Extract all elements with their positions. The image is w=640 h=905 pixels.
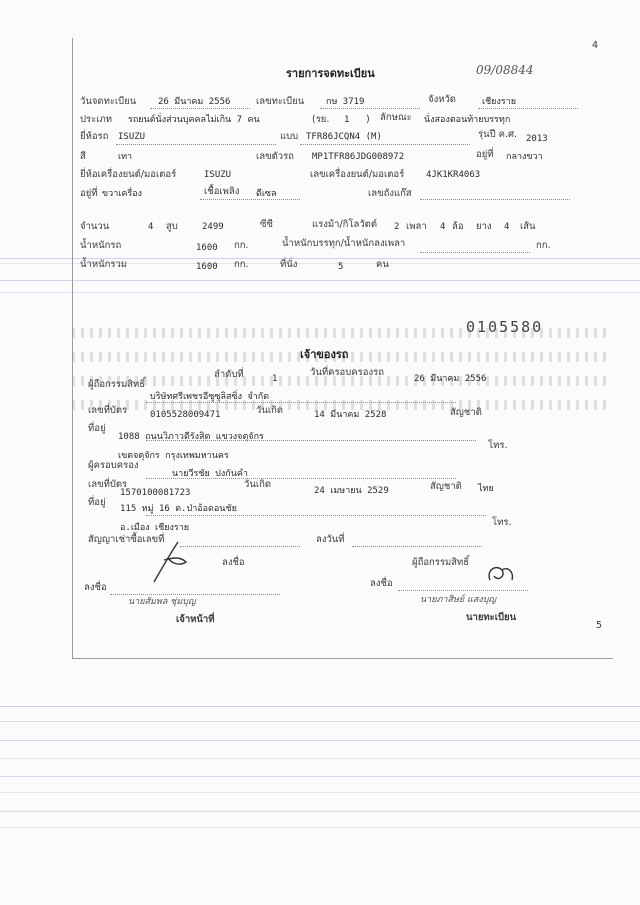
brand-value: ISUZU <box>118 132 146 142</box>
holder-label: ผู้ถือกรรมสิทธิ์ <box>88 379 146 390</box>
fill-line <box>150 108 250 109</box>
total-weight-label: น้ำหนักรวม <box>80 259 128 270</box>
reg-date-value: 26 มีนาคม 2556 <box>158 97 231 107</box>
type-label: ประเภท <box>80 114 113 125</box>
sign-label-3: ลงชื่อ <box>370 578 393 589</box>
nationality1-label: สัญชาติ <box>450 407 482 418</box>
tire-unit: เส้น <box>520 221 536 232</box>
model-label: แบบ <box>280 131 299 142</box>
tel2-label: โทร. <box>492 517 512 528</box>
fill-line <box>320 108 420 109</box>
address2-line2: อ.เมือง เชียงราย <box>120 523 190 533</box>
address2-line1: 115 หมู่ 16 ต.ป่าอ้อดอนชัย <box>120 504 237 514</box>
fuel-value: ดีเซล <box>256 189 277 199</box>
style-label: ลักษณะ <box>380 112 412 123</box>
contract-date-label: ลงวันที่ <box>316 534 345 545</box>
province-label: จังหวัด <box>428 94 456 105</box>
address2-label: ที่อยู่ <box>88 497 106 508</box>
signature-line <box>398 590 528 591</box>
fill-line <box>420 252 530 253</box>
fill-line <box>146 402 456 403</box>
sign-label-2: ลงชื่อ <box>84 582 107 593</box>
total-weight-unit: กก. <box>234 259 249 270</box>
page-number-bottom: 5 <box>596 620 603 631</box>
tire-value: 4 <box>504 222 510 232</box>
address1-line1: 1088 ถนนวิภาวดีรังสิต แขวงจตุจักร <box>118 432 264 442</box>
type-value: รถยนต์นั่งส่วนบุคคลไม่เกิน 7 คน <box>128 115 260 125</box>
hold-date-label: วันที่ครอบครองรถ <box>310 367 384 378</box>
seat-label: ที่นั่ง <box>280 259 298 270</box>
scan-stripe <box>0 811 640 812</box>
fill-line <box>352 546 482 547</box>
color-label: สี <box>80 151 86 162</box>
possessor-value: นายวีรชัย ปงกันคำ <box>172 469 248 479</box>
engine-position-value: ขวาเครื่อง <box>102 189 142 199</box>
serial-stamp: 0105580 <box>466 318 544 336</box>
owner-heading: เจ้าของรถ <box>300 348 349 361</box>
fill-line <box>146 515 486 516</box>
fill-line <box>420 199 570 200</box>
born2-label: วันเกิด <box>244 479 271 490</box>
cc-label: ซีซี <box>260 219 273 230</box>
style-value: นั่งสองตอนท้ายบรรทุก <box>424 115 511 125</box>
officer-title: เจ้าหน้าที่ <box>176 614 215 625</box>
wheel-value: 4 <box>440 222 446 232</box>
page-number-top: 4 <box>592 40 599 51</box>
scan-stripe <box>0 740 640 741</box>
sign-label-1: ลงชื่อ <box>222 557 245 568</box>
reg-date-label: วันจดทะเบียน <box>80 96 137 107</box>
nationality2-value: ไทย <box>478 484 494 494</box>
count-value: 4 <box>148 222 154 232</box>
page-title: รายการจดทะเบียน <box>286 67 375 80</box>
weight-value: 1600 <box>196 243 218 253</box>
chassis-position-label: อยู่ที่ <box>476 149 494 160</box>
weight-label: น้ำหนักรถ <box>80 240 122 251</box>
gas-tank-label: เลขถังแก๊ส <box>368 188 412 199</box>
weight-unit: กก. <box>234 240 249 251</box>
scan-stripe <box>0 721 640 722</box>
holder-value: บริษัทศรีเพชรอีซูซุลิสซิ่ง จำกัด <box>150 392 270 402</box>
born2-value: 24 เมษายน 2529 <box>314 486 389 496</box>
nationality2-label: สัญชาติ <box>430 481 462 492</box>
scan-stripe <box>0 706 640 707</box>
scan-stripe <box>0 827 640 828</box>
tel1-label: โทร. <box>488 440 508 451</box>
registrar-name: นายภาสิษย์ แสงบุญ <box>420 595 497 605</box>
chassis-label: เลขตัวรถ <box>256 151 294 162</box>
reg-no-label: เลขทะเบียน <box>256 96 305 107</box>
rs-value: 1 <box>344 115 350 125</box>
possessor-label: ผู้ครอบครอง <box>88 460 139 471</box>
address1-line2: เขตจตุจักร กรุงเทพมหานคร <box>118 451 229 461</box>
model-value: TFR86JCQN4 (M) <box>306 132 382 142</box>
province-value: เชียงราย <box>482 97 517 107</box>
order-value: 1 <box>272 374 278 384</box>
cylinder-cc-value: 2499 <box>202 222 224 232</box>
engine-brand-value: ISUZU <box>204 170 232 180</box>
officer-name: นายสัมพล ชุ่มบุญ <box>128 597 196 607</box>
fill-line <box>146 478 456 479</box>
registrar-title: นายทะเบียน <box>466 612 517 623</box>
fill-line <box>478 108 578 109</box>
holder-signature-label: ผู้ถือกรรมสิทธิ์ <box>412 557 470 568</box>
engine-no-value: 4JK1KR4063 <box>426 170 481 180</box>
card2-value: 1570100081723 <box>120 488 191 498</box>
seat-value: 5 <box>338 262 344 272</box>
chassis-position-value: กลางขวา <box>506 152 543 162</box>
hold-date-value: 26 มีนาคม 2556 <box>414 374 487 384</box>
tire-label: ยาง <box>476 221 492 232</box>
scan-stripe <box>0 758 640 759</box>
engine-no-label: เลขเครื่องยนต์/มอเตอร์ <box>310 169 405 180</box>
card2-label: เลขที่บัตร <box>88 479 128 490</box>
fill-line <box>116 144 276 145</box>
seat-unit: คน <box>376 259 389 270</box>
address1-label: ที่อยู่ <box>88 423 106 434</box>
color-value: เทา <box>118 152 133 162</box>
contract-label: สัญญาเช่าซื้อเลขที่ <box>88 534 165 545</box>
engine-brand-label: ยี่ห้อเครื่องยนต์/มอเตอร์ <box>80 169 177 180</box>
born1-label: วันเกิด <box>256 405 283 416</box>
rs-close: ) <box>366 114 370 125</box>
total-weight-value: 1600 <box>196 262 218 272</box>
chassis-value: MP1TFR86JDG008972 <box>312 152 405 162</box>
fuel-label: เชื้อเพลิง <box>204 186 240 197</box>
fill-line <box>146 440 476 441</box>
scan-stripe <box>0 792 640 793</box>
handwritten-number: 09/08844 <box>476 63 534 77</box>
born1-value: 14 มีนาคม 2528 <box>314 410 387 420</box>
axle-value: 2 <box>394 222 400 232</box>
axle-label: เพลา <box>406 221 427 232</box>
count-label: จำนวน <box>80 221 110 232</box>
load-weight-label: น้ำหนักบรรทุก/น้ำหนักลงเพลา <box>282 238 406 249</box>
reg-no-value: กษ 3719 <box>326 97 365 107</box>
fill-line <box>300 144 470 145</box>
scan-stripe <box>0 776 640 777</box>
officer-signature-mark <box>150 540 210 600</box>
year-value: 2013 <box>526 134 548 144</box>
holder-signature-mark <box>484 562 518 586</box>
horsepower-label: แรงม้า/กิโลวัตต์ <box>312 219 378 230</box>
wheel-label: ล้อ <box>452 221 464 232</box>
cylinder-label: สูบ <box>166 221 178 232</box>
year-label: รุ่นปี ค.ศ. <box>478 129 518 140</box>
engine-position-label: อยู่ที่ <box>80 188 98 199</box>
order-label: ลำดับที่ <box>214 369 244 380</box>
fill-line <box>200 199 300 200</box>
rs-label: (รย. <box>312 114 330 125</box>
brand-label: ยี่ห้อรถ <box>80 131 109 142</box>
load-weight-unit: กก. <box>536 240 551 251</box>
card1-value: 0105528009471 <box>150 410 221 420</box>
card1-label: เลขที่บัตร <box>88 405 128 416</box>
